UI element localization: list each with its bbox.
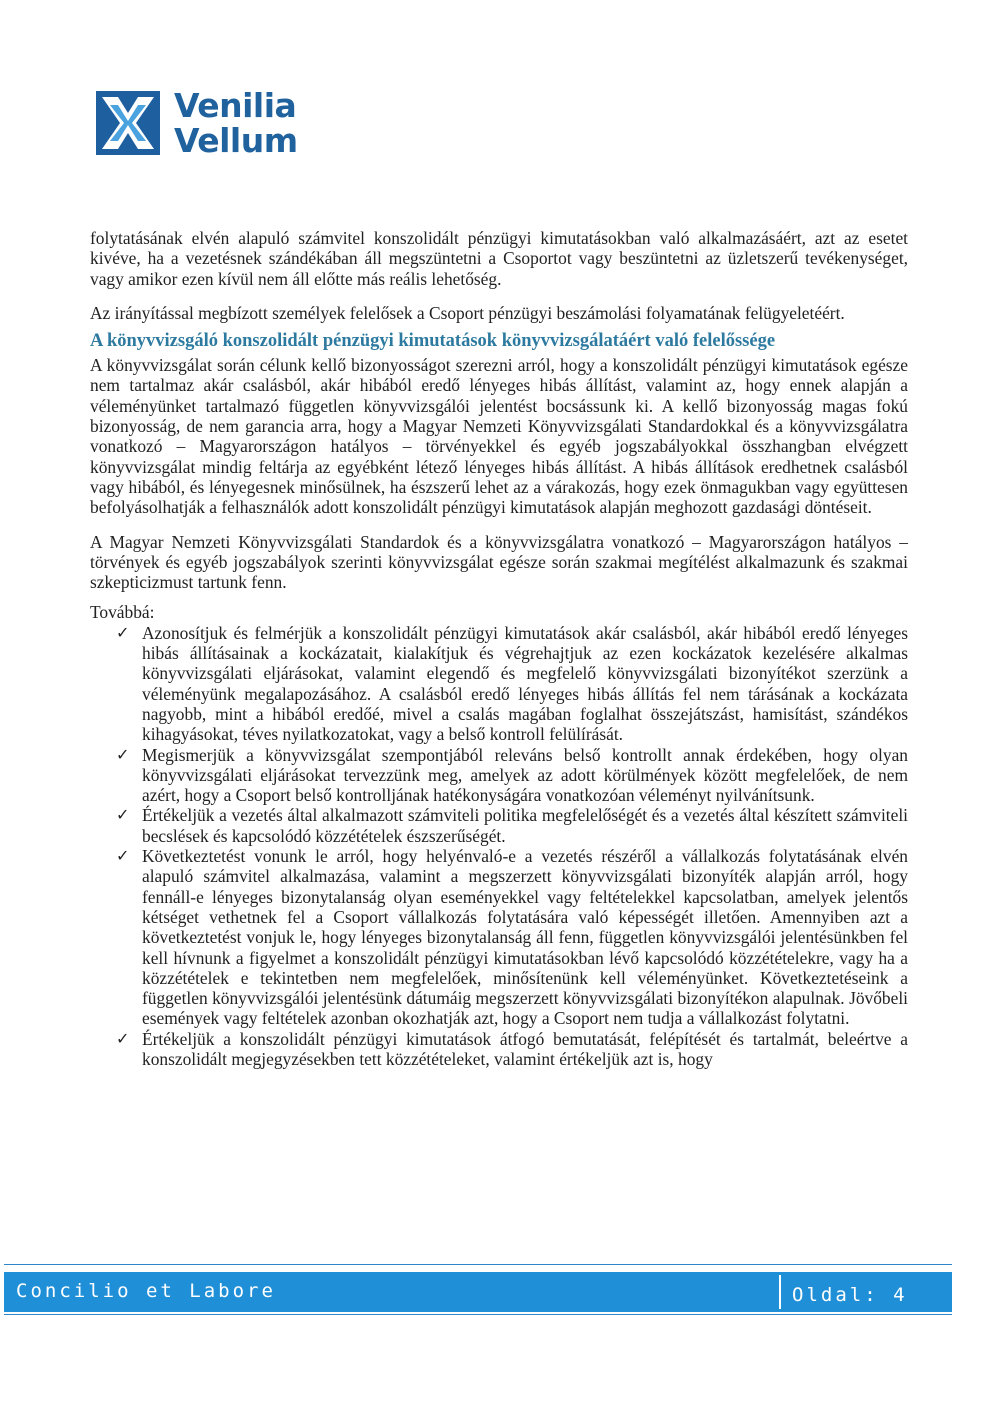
company-logo — [96, 88, 298, 158]
list-item-text: Azonosítjuk és felmérjük a konszolidált pénzügyi kimutatások akár csalásból, akár hibából eredő lényeges hibás állításainak a kockázatait, kialakítjuk és végrehajtjuk az ezen kockázatok kezelésére alkalmas könyvvizsgálati eljárásokat, valamint elegendő és megfelelő könyvvizsgálati bizonyítékot szerzünk a véleményünk megalapozásához. A csalásból eredő lényeges hibás állítás fel nem tárásának a kockázata nagyobb, mint a hibából eredőé, mivel a csalás magában foglalhat összejátszást, hamisítást, szándékos kihagyásokat, téves nyilatkozatokat, vagy a belső kontroll felülírását. — [142, 622, 908, 745]
page-number: Oldal: 4 — [792, 1284, 908, 1306]
footer-bar — [4, 1272, 952, 1312]
checkmark-icon: ✓ — [116, 744, 130, 764]
footer-separator — [779, 1275, 781, 1309]
list-item — [116, 622, 908, 745]
paragraph: A könyvvizsgálat során célunk kellő bizonyosságot szerezni arról, hogy a konszolidált pénzügyi kimutatások egésze nem tartalmaz akár csalásból, akár hibából eredő lényeges hibás állítást, valamint az, hogy ennek alapján a véleményünket tartalmazó független könyvvizsgálói jelentést bocsássunk ki. A kellő bizonyosság magas fokú bizonyosság, de nem garancia arra, hogy a Magyar Nemzeti Könyvvizsgálati Standardokkal és a könyvvizsgálatra vonatkozó – Magyarországon hatályos – törvényekkel és egyéb jogszabályokkal összhangban elvégzett könyvvizsgálat mindig feltárja az egyébként létező lényeges hibás állítást. A hibás állítások eredhetnek csalásból vagy hibából, és lényegesnek minősülnek, ha észszerű lehet az a várakozás, hogy ezek önmagukban vagy együttesen befolyásolhatják a felhasználók adott konszolidált pénzügyi kimutatások alapján meghozott gazdasági döntéseit. — [90, 355, 908, 518]
paragraph: A Magyar Nemzeti Könyvvizsgálati Standardok és a könyvvizsgálatra vonatkozó – Magyarországon hatályos – törvények és egyéb jogszabályok szerinti könyvvizsgálat egésze során szakmai megítélést alkalmazunk és szakmai szkepticizmust tartunk fenn. — [90, 531, 908, 593]
logo-line-2: Vellum — [174, 121, 298, 160]
checklist — [90, 623, 908, 1070]
checkmark-icon: ✓ — [116, 622, 130, 642]
list-item-text: Értékeljük a vezetés által alkalmazott számviteli politika megfelelőségét és a vezetés által készített számviteli becslések és kapcsolódó közzétételek észszerűségét. — [142, 805, 908, 846]
document-body — [90, 228, 908, 1069]
footer-divider-top — [4, 1264, 952, 1265]
venilia-vellum-logo-icon — [96, 91, 160, 155]
footer-divider-bottom — [4, 1314, 952, 1315]
checkmark-icon: ✓ — [116, 846, 130, 866]
paragraph: folytatásának elvén alapuló számvitel konszolidált pénzügyi kimutatásokban való alkalmazásáért, azt az esetet kivéve, ha a vezetésnek szándékában áll megszüntetni a Csoportot vagy beszüntetni az üzletszerű tevékenységet, vagy amikor ezen kívül nem áll előtte más reális lehetőség. — [90, 228, 908, 289]
checkmark-icon: ✓ — [116, 805, 130, 825]
list-item — [116, 846, 908, 1029]
logo-line-1: Venilia — [174, 86, 297, 125]
list-item — [116, 805, 908, 846]
list-intro: Továbbá: — [90, 602, 155, 623]
logo-wordmark — [174, 88, 298, 158]
checkmark-icon: ✓ — [116, 1028, 130, 1048]
list-item-text: Értékeljük a konszolidált pénzügyi kimutatások átfogó bemutatását, felépítését és tartalmát, beleértve a konszolidált megjegyzésekben tett közzétételeket, valamint értékeljük azt is, hogy — [142, 1028, 908, 1069]
list-item-text: Megismerjük a könyvvizsgálat szempontjából releváns belső kontrollt annak érdekében, hogy olyan könyvvizsgálati eljárásokat tervezzünk meg, amelyek az adott körülmények között megfelelőek, de nem azért, hogy a Csoport belső kontrolljának hatékonyságára vonatkozóan véleményt nyilvánítsunk. — [142, 744, 908, 806]
list-item — [116, 1028, 908, 1070]
list-item-text: Következtetést vonunk le arról, hogy helyénvaló-e a vezetés részéről a vállalkozás folytatásának elvén alapuló számvitel alkalmazása, valamint a megszerzett könyvvizsgálati bizonyíték alapján arról, hogy fennáll-e lényeges bizonytalanság olyan eseményekkel vagy feltételekkel kapcsolatban, amelyek jelentős kétséget vethetnek fel a Csoport vállalkozás folytatására való képességét illetően. Amennyiben azt a következtetést vonjuk le, hogy lényeges bizonytalanság áll fenn, független könyvvizsgálói jelentésünkben fel kell hívnunk a figyelmet a konszolidált pénzügyi kimutatásokban lévő kapcsolódó közzétételekre, vagy ha a közzétételek e tekintetben nem megfelelőek, minősítenünk kell véleményünket. Következtetéseink a független könyvvizsgálói jelentésünk dátumáig megszerzett könyvvizsgálati bizonyítékon alapulnak. Jövőbeli események vagy feltételek azonban okozhatják azt, hogy a Csoport nem tudja a vállalkozást folytatni. — [142, 846, 908, 1029]
footer-motto: Concilio et Labore — [16, 1280, 276, 1302]
list-item — [116, 744, 908, 806]
paragraph: Az irányítással megbízott személyek felelősek a Csoport pénzügyi beszámolási folyamatának felügyeletéért. — [90, 302, 845, 323]
section-heading: A könyvvizsgáló konszolidált pénzügyi kimutatások könyvvizsgálatáért való felelőssége — [90, 331, 776, 352]
